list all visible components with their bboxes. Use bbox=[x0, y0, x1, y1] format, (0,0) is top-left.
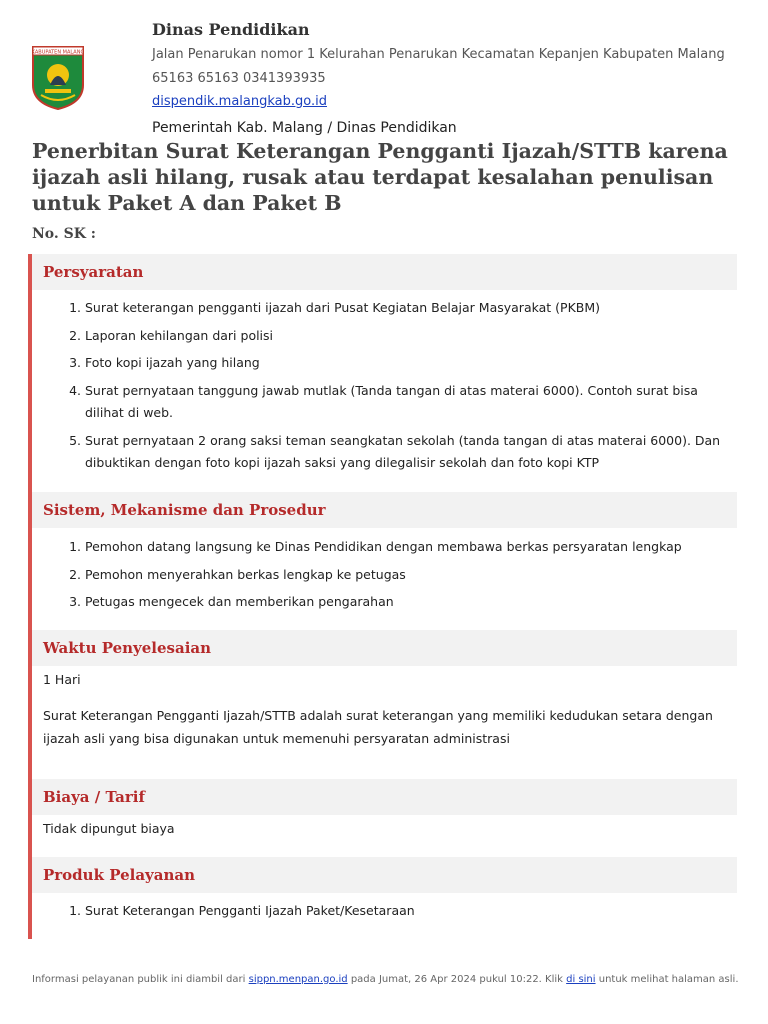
org-phones: 65163 65163 0341393935 bbox=[152, 71, 326, 86]
svg-text:KABUPATEN MALANG: KABUPATEN MALANG bbox=[31, 49, 85, 56]
page-title: Penerbitan Surat Keterangan Pengganti Ijazah/STTB karena ijazah asli hilang, rusak atau terdapat kesalahan penulisan untuk Paket A dan Paket B bbox=[32, 139, 728, 215]
list-item: 5. Surat pernyataan 2 orang saksi teman seangkatan sekolah (tanda tangan di atas materai 6000). Dan dibuktikan dengan foto kopi ijazah saksi yang dilegalisir sekolah dan foto kopi KTP bbox=[85, 430, 722, 475]
section-title-waktu: Waktu Penyelesaian bbox=[32, 630, 737, 666]
kabupaten-malang-logo bbox=[31, 45, 85, 111]
list-item: 3. Foto kopi ijazah yang hilang bbox=[85, 352, 722, 375]
sk-number-label: No. SK : bbox=[32, 226, 96, 242]
list-item: 2. Laporan kehilangan dari polisi bbox=[85, 325, 722, 348]
org-name: Dinas Pendidikan bbox=[152, 20, 310, 39]
org-website-link[interactable]: dispendik.malangkab.go.id bbox=[152, 94, 327, 109]
list-item: 1. Pemohon datang langsung ke Dinas Pendidikan dengan membawa berkas persyaratan lengkap bbox=[85, 536, 722, 559]
footer-middle: pada Jumat, 26 Apr 2024 pukul 10:22. Klik bbox=[350, 974, 563, 985]
page-header bbox=[0, 0, 768, 140]
produk-list bbox=[32, 900, 722, 928]
waktu-description: Surat Keterangan Pengganti Ijazah/STTB adalah surat keterangan yang memiliki kedudukan setara dengan ijazah asli yang bisa digunakan untuk memenuhi persyaratan administrasi bbox=[43, 708, 713, 746]
list-item: 3. Petugas mengecek dan memberikan pengarahan bbox=[85, 591, 722, 614]
section-title-prosedur: Sistem, Mekanisme dan Prosedur bbox=[32, 492, 737, 528]
waktu-value: 1 Hari bbox=[43, 672, 81, 687]
section-title-biaya: Biaya / Tarif bbox=[32, 779, 737, 815]
prosedur-list bbox=[32, 536, 722, 619]
footer-suffix: untuk melihat halaman asli. bbox=[598, 974, 739, 985]
list-item: 1. Surat keterangan pengganti ijazah dari Pusat Kegiatan Belajar Masyarakat (PKBM) bbox=[85, 297, 722, 320]
service-content bbox=[28, 254, 737, 939]
list-item: 1. Surat Keterangan Pengganti Ijazah Paket/Kesetaraan bbox=[85, 900, 722, 923]
footer-prefix: Informasi pelayanan publik ini diambil dari bbox=[32, 974, 246, 985]
section-title-produk: Produk Pelayanan bbox=[32, 857, 737, 893]
section-title-persyaratan: Persyaratan bbox=[32, 254, 737, 290]
source-link[interactable]: sippn.menpan.go.id bbox=[248, 974, 348, 985]
footer-note bbox=[32, 974, 739, 985]
breadcrumb: Pemerintah Kab. Malang / Dinas Pendidikan bbox=[152, 120, 457, 136]
list-item: 2. Pemohon menyerahkan berkas lengkap ke petugas bbox=[85, 564, 722, 587]
biaya-value: Tidak dipungut biaya bbox=[43, 821, 175, 836]
original-page-link[interactable]: di sini bbox=[566, 974, 596, 985]
list-item: 4. Surat pernyataan tanggung jawab mutlak (Tanda tangan di atas materai 6000). Contoh surat bisa dilihat di web. bbox=[85, 380, 722, 425]
org-address: Jalan Penarukan nomor 1 Kelurahan Penarukan Kecamatan Kepanjen Kabupaten Malang bbox=[152, 47, 725, 62]
persyaratan-list bbox=[32, 297, 722, 480]
